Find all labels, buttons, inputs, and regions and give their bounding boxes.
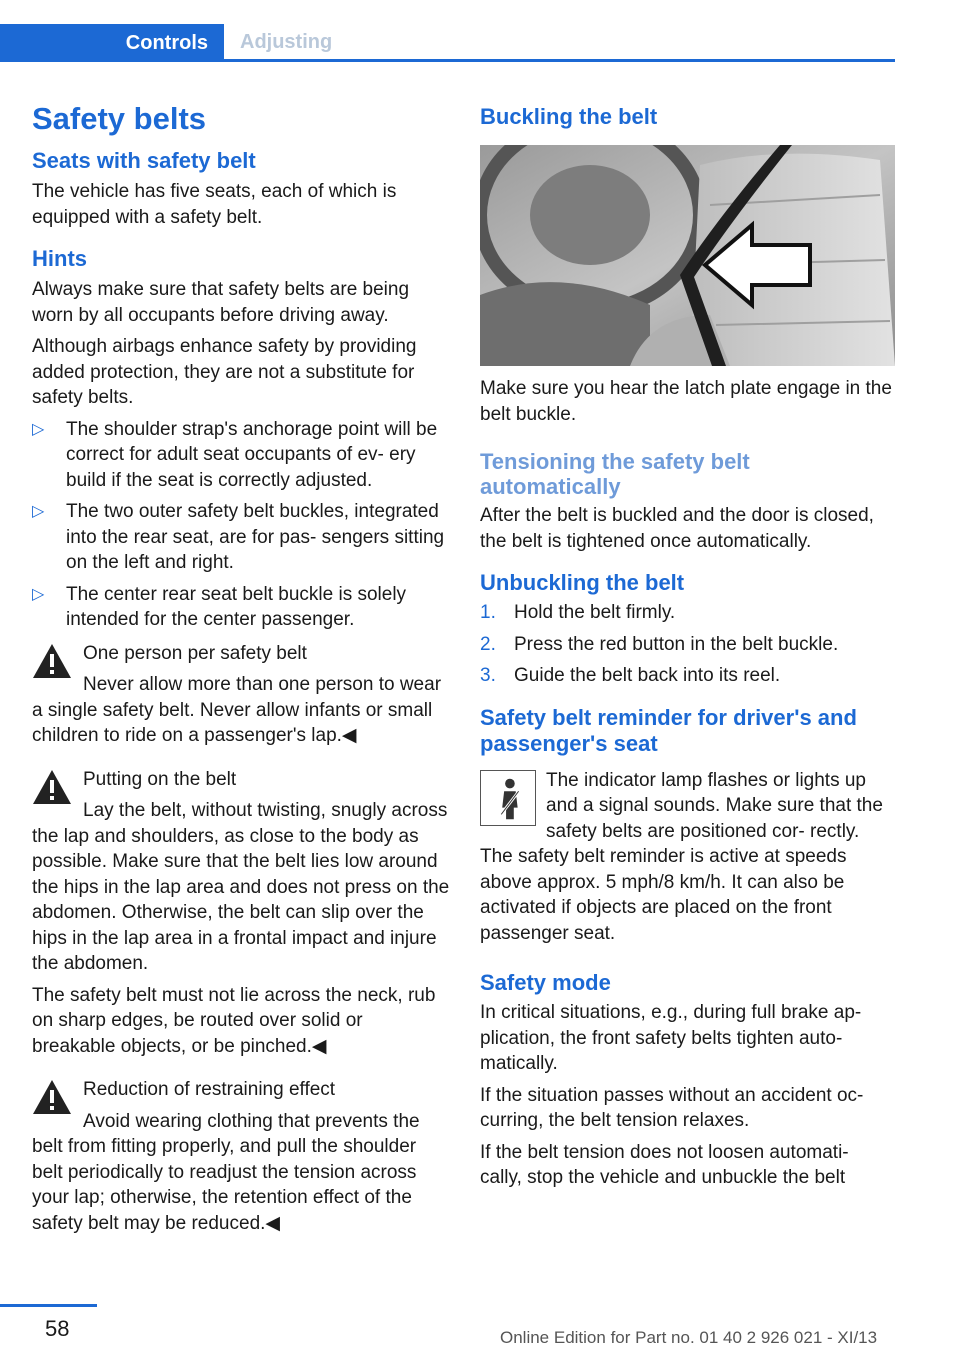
- hints-list: [32, 417, 450, 633]
- header-rule: [0, 59, 895, 62]
- warning-triangle-icon: [32, 769, 72, 805]
- unbuckling-heading: Unbuckling the belt: [480, 570, 685, 595]
- chapter-tabs: [0, 24, 895, 62]
- triangle-bullet-icon: ▷: [32, 585, 45, 603]
- reminder-block: [480, 768, 895, 947]
- list-item: 3. Guide the belt back into its reel.: [480, 665, 781, 686]
- warning-body: Lay the belt, without twisting, snugly across the lap and shoulders, as close to the body as possible. Make sure that the belt lies low around the hips in the lap area and does not press on the abdomen. Otherwise, the belt can slip over the hips in the lap area in a frontal impact and injure the abdomen.: [32, 800, 450, 974]
- seats-heading: Seats with safety belt: [32, 148, 256, 173]
- tensioning-heading: Tensioning the safety belt automatically: [480, 449, 750, 499]
- tab-controls[interactable]: Controls: [0, 24, 224, 62]
- list-item: ▷ The center rear seat belt buckle is solely intended for the center passenger.: [32, 583, 407, 630]
- safety-mode-paragraph-3: If the belt tension does not loosen automati‐ cally, stop the vehicle and unbuckle the belt: [480, 1141, 849, 1188]
- warning-restraining-effect: [32, 1077, 450, 1236]
- list-item: 1. Hold the belt firmly.: [480, 602, 676, 623]
- warning-title: One person per safety belt: [83, 642, 307, 664]
- list-item: ▷ The shoulder strap's anchorage point will be correct for adult seat occupants of ev‐ ery build if the seat is correctly adjusted.: [32, 418, 438, 491]
- tensioning-text: After the belt is buckled and the door is closed, the belt is tightened once automatically.: [480, 505, 874, 552]
- seat-belt-buckle-photo: [480, 145, 895, 366]
- safety-mode-heading: Safety mode: [480, 970, 611, 995]
- list-item: 2. Press the red button in the belt buckle.: [480, 633, 839, 655]
- tab-adjusting[interactable]: Adjusting: [240, 30, 333, 53]
- page-title: Safety belts: [32, 101, 207, 136]
- warning-one-person: [32, 641, 450, 749]
- left-column: [32, 96, 450, 1236]
- hints-paragraph-1: Always make sure that safety belts are being worn by all occupants before driving away.: [32, 279, 410, 326]
- warning-body-2: The safety belt must not lie across the neck, rub on sharp edges, be routed over solid or breakable objects, or be pinched.◀: [32, 984, 436, 1057]
- seats-text: The vehicle has five seats, each of which is equipped with a safety belt.: [32, 181, 397, 228]
- warning-title: Putting on the belt: [83, 768, 237, 790]
- footer-rule: [0, 1304, 97, 1307]
- unbuckling-steps: [480, 600, 895, 689]
- triangle-bullet-icon: ▷: [32, 420, 45, 438]
- buckling-text: Make sure you hear the latch plate engage in the belt buckle.: [480, 378, 892, 425]
- safety-mode-paragraph-1: In critical situations, e.g., during full brake ap‐ plication, the front safety belts tighten auto‐ matically.: [480, 1002, 862, 1074]
- page-number: 58: [45, 1316, 70, 1341]
- hints-heading: Hints: [32, 246, 87, 271]
- reminder-text: The indicator lamp flashes or lights up and a signal sounds. Make sure that the safety belts are positioned cor‐ rectly. The safety belt reminder is active at speeds above approx. 5 mph/8 km/h. It can also be activated if objects are placed on the front passenger seat.: [480, 769, 883, 944]
- safety-mode-paragraph-2: If the situation passes without an accident oc‐ curring, the belt tension relaxes.: [480, 1084, 864, 1131]
- warning-putting-on-belt: [32, 767, 450, 1060]
- buckling-heading: Buckling the belt: [480, 104, 658, 129]
- hints-paragraph-2: Although airbags enhance safety by providing added protection, they are not a substitute for safety belts.: [32, 336, 417, 408]
- warning-body: Avoid wearing clothing that prevents the belt from fitting properly, and pull the shoulder belt periodically to readjust the tension across your lap; otherwise, the retention effect of the safety belt may be reduced.◀: [32, 1110, 420, 1234]
- reminder-heading: Safety belt reminder for driver's and passenger's seat: [480, 704, 857, 756]
- seat-belt-indicator-icon: [480, 770, 536, 826]
- triangle-bullet-icon: ▷: [32, 503, 45, 520]
- warning-triangle-icon: [32, 1079, 72, 1115]
- list-item: ▷ The two outer safety belt buckles, integrated into the rear seat, are for pas‐ sengers sitting on the left and right.: [32, 501, 445, 573]
- right-column: [480, 96, 895, 1191]
- edition-text: Online Edition for Part no. 01 40 2 926 021 - XI/13: [500, 1328, 878, 1347]
- warning-title: Reduction of restraining effect: [83, 1079, 336, 1100]
- warning-triangle-icon: [32, 643, 72, 679]
- warning-body: Never allow more than one person to wear a single safety belt. Never allow infants or small children to ride on a passenger's lap.◀: [32, 674, 442, 746]
